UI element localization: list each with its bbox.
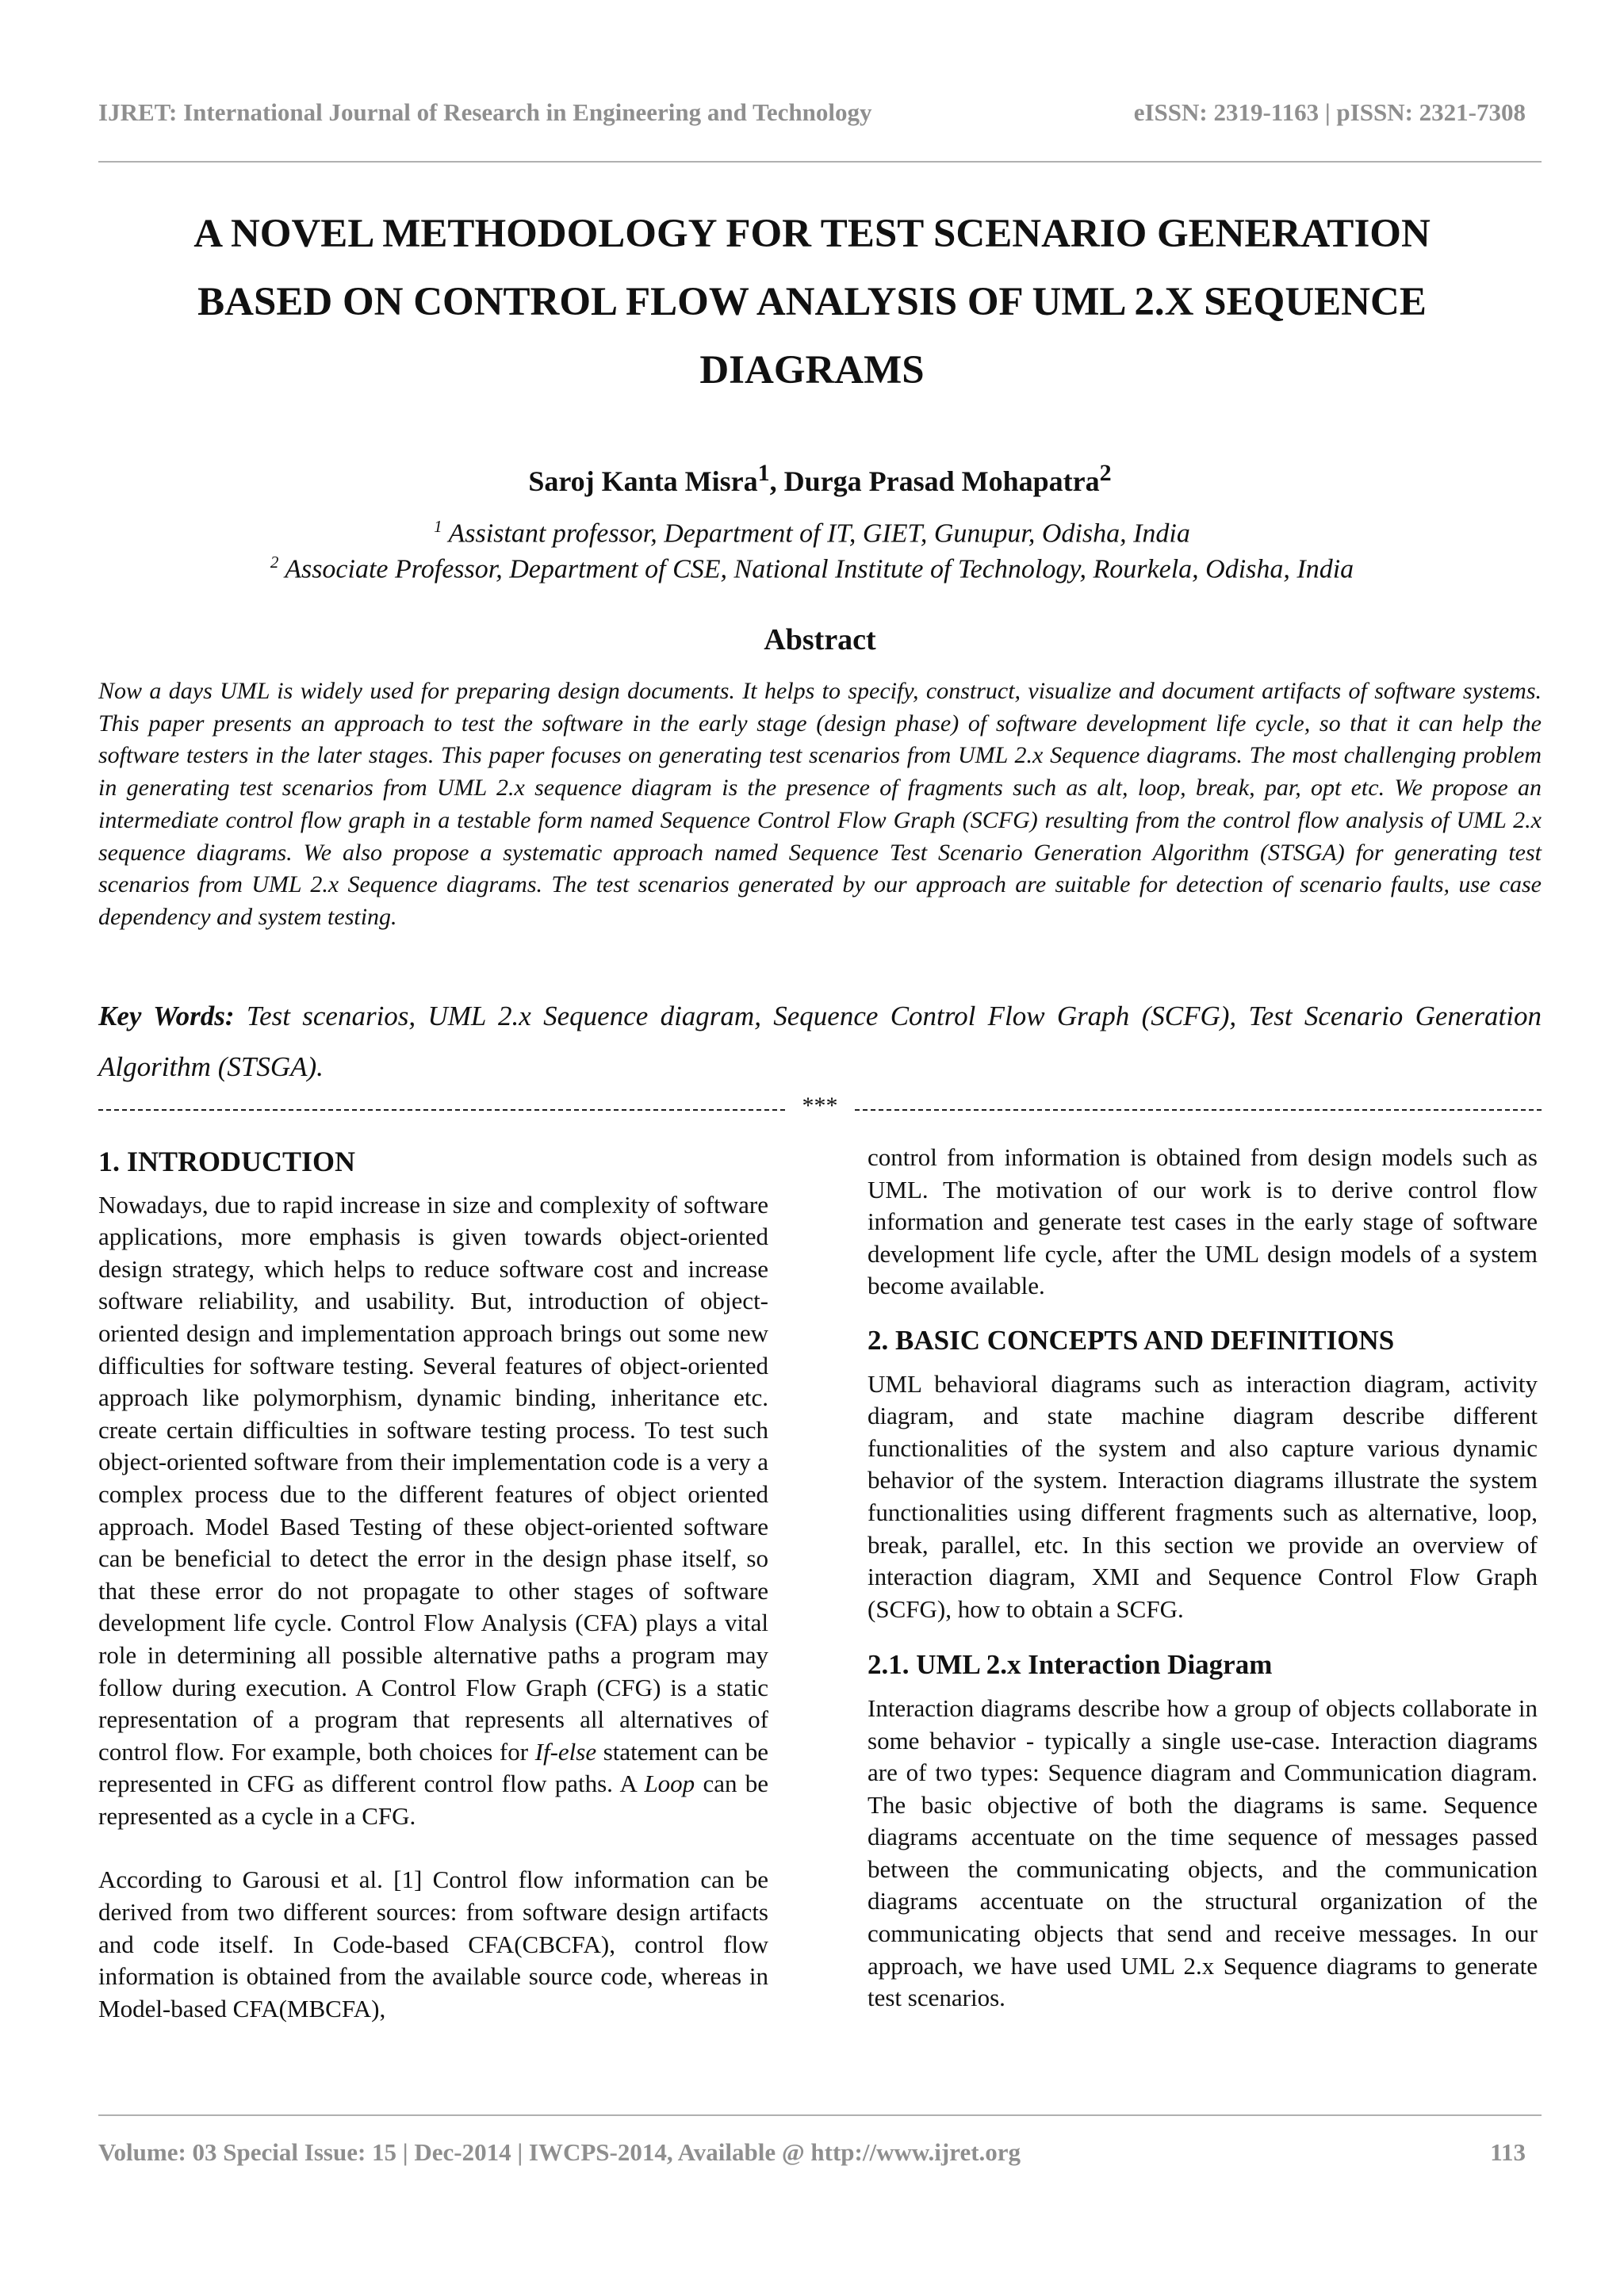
intro-p1-loop: Loop [644, 1770, 695, 1798]
section-2-1-heading: 2.1. UML 2.x Interaction Diagram [868, 1649, 1273, 1681]
paragraph-gap [98, 1832, 768, 1864]
section-1-heading: 1. INTRODUCTION [98, 1146, 356, 1177]
paper-title [79, 200, 1545, 404]
author-2-sup: 2 [1099, 460, 1112, 486]
journal-name: IJRET: International Journal of Research in Engineering and Technology [98, 98, 872, 126]
title-line-1: A NOVEL METHODOLOGY FOR TEST SCENARIO GENERATION [193, 212, 1431, 256]
affiliation-2-text: Associate Professor, Department of CSE, National Institute of Technology, Rourkela, Odisha, India [285, 554, 1354, 584]
section-2-heading: 2. BASIC CONCEPTS AND DEFINITIONS [868, 1324, 1395, 1356]
intro-paragraph-1 [98, 1189, 768, 1833]
separator-stars: *** [802, 1093, 838, 1119]
affiliation-1-sup: 1 [434, 517, 442, 536]
separator-dashes-left [98, 1109, 785, 1111]
title-line-2: BASED ON CONTROL FLOW ANALYSIS OF UML 2.X SEQUENCE [197, 280, 1427, 324]
footer-rule [98, 2114, 1542, 2116]
keywords-text: Test scenarios, UML 2.x Sequence diagram, Sequence Control Flow Graph (SCFG), Test Scenario Generation Algorithm (STSGA). [98, 1001, 1542, 1082]
issn: eISSN: 2319-1163 | pISSN: 2321-7308 [1133, 98, 1526, 126]
intro-p1-part-b: statement can be represented in CFG as different control flow paths. A [98, 1737, 768, 1798]
section-separator [98, 1093, 1542, 1127]
authors [98, 460, 1542, 498]
author-1-sup: 1 [757, 460, 770, 486]
section-2-1-paragraph: Interaction diagrams describe how a group of objects collaborate in some behavior - typically a single use-case. Interaction diagrams are of two types: Sequence diagram and Communication diagram. The basic objective of both the diagrams is same. Sequence diagrams accentuate on the time sequence of messages passed between the communicating objects, and the communication diagrams accentuate on the structural organization of the communicating objects that send and receive messages. In our approach, we have used UML 2.x Sequence diagrams to generate test scenarios. [868, 1693, 1538, 2012]
keywords [98, 991, 1542, 1093]
abstract-heading: Abstract [764, 623, 876, 656]
author-separator: , [769, 465, 784, 497]
continuation-paragraph: control from information is obtained from design models such as UML. The motivation of our work is to derive control flow information and generate test cases in the early stage of software development life cycle, after the UML design models of a system become available. [868, 1143, 1538, 1300]
keywords-label: Key Words: [98, 1001, 235, 1031]
abstract-text: Now a days UML is widely used for preparing design documents. It helps to specify, construct, visualize and document artifacts of software systems. This paper presents an approach to test the software in the early stage (design phase) of software development life cycle, so that it can help the software testers in the later stages. This paper focuses on generating test scenarios from UML 2.x Sequence diagrams. The most challenging problem in generating test scenarios from UML 2.x sequence diagram is the presence of fragments such as alt, loop, break, par, opt etc. We propose an intermediate control flow graph in a testable form named Sequence Control Flow Graph (SCFG) resulting from the control flow analysis of UML 2.x sequence diagrams. We also propose a systematic approach named Sequence Test Scenario Generation Algorithm (STSGA) for generating test scenarios from UML 2.x Sequence diagrams. The test scenarios generated by our approach are suitable for detection of scenario faults, use case dependency and system testing. [98, 678, 1542, 930]
separator-dashes-right [855, 1109, 1542, 1111]
right-column [868, 1142, 1538, 2015]
left-column [98, 1146, 768, 2025]
intro-p1-ifelse: If-else [534, 1737, 597, 1766]
page-number: 113 [1490, 2138, 1526, 2166]
header-rule [98, 161, 1542, 163]
footer-volume-info: Volume: 03 Special Issue: 15 | Dec-2014 | IWCPS-2014, Available @ http://www.ijret.org [98, 2138, 1021, 2166]
author-1: Saroj Kanta Misra [528, 465, 758, 497]
affiliation-1-text: Assistant professor, Department of IT, GIET, Gunupur, Odisha, India [448, 519, 1190, 549]
affiliation-2 [79, 553, 1545, 584]
title-line-3: DIAGRAMS [699, 348, 925, 392]
intro-paragraph-2: According to Garousi et al. [1] Control flow information can be derived from two different sources: from software design artifacts and code itself. In Code-based CFA(CBCFA), control flow information is obtained from the available source code, whereas in Model-based CFA(MBCFA), [98, 1866, 768, 2022]
author-2: Durga Prasad Mohapatra [783, 465, 1100, 497]
intro-p1-part-c: can be represented as a cycle in a CFG. [98, 1770, 768, 1830]
intro-p1-part-a: Nowadays, due to rapid increase in size and complexity of software applications, more emphasis is given towards object-oriented design strategy, which helps to reduce software cost and increase software reliability, and usability. But, introduction of object-oriented design and implementation approach brings out some new difficulties for software testing. Several features of object-oriented approach like polymorphism, dynamic binding, inheritance etc. create certain difficulties in software testing process. To test such object-oriented software from their implementation code is a very a complex process due to the different features of object oriented approach. Model Based Testing of these object-oriented software can be beneficial to detect the error in the design phase itself, so that these error do not propagate to other stages of software development life cycle. Control Flow Analysis (CFA) plays a vital role in determining all possible alternative paths a program may follow during execution. A Control Flow Graph (CFG) is a static representation of a program that represents all alternatives of control flow. For example, both choices for [98, 1190, 768, 1766]
affiliation-2-sup: 2 [270, 553, 279, 572]
affiliation-1 [79, 517, 1545, 549]
section-2-paragraph: UML behavioral diagrams such as interaction diagram, activity diagram, and state machine diagram describe different functionalities of the system and also capture various dynamic behavior of the system. Interaction diagrams illustrate the system functionalities using different fragments such as alternative, loop, break, parallel, etc. In this section we provide an overview of interaction diagram, XMI and Sequence Control Flow Graph (SCFG), how to obtain a SCFG. [868, 1369, 1538, 1623]
